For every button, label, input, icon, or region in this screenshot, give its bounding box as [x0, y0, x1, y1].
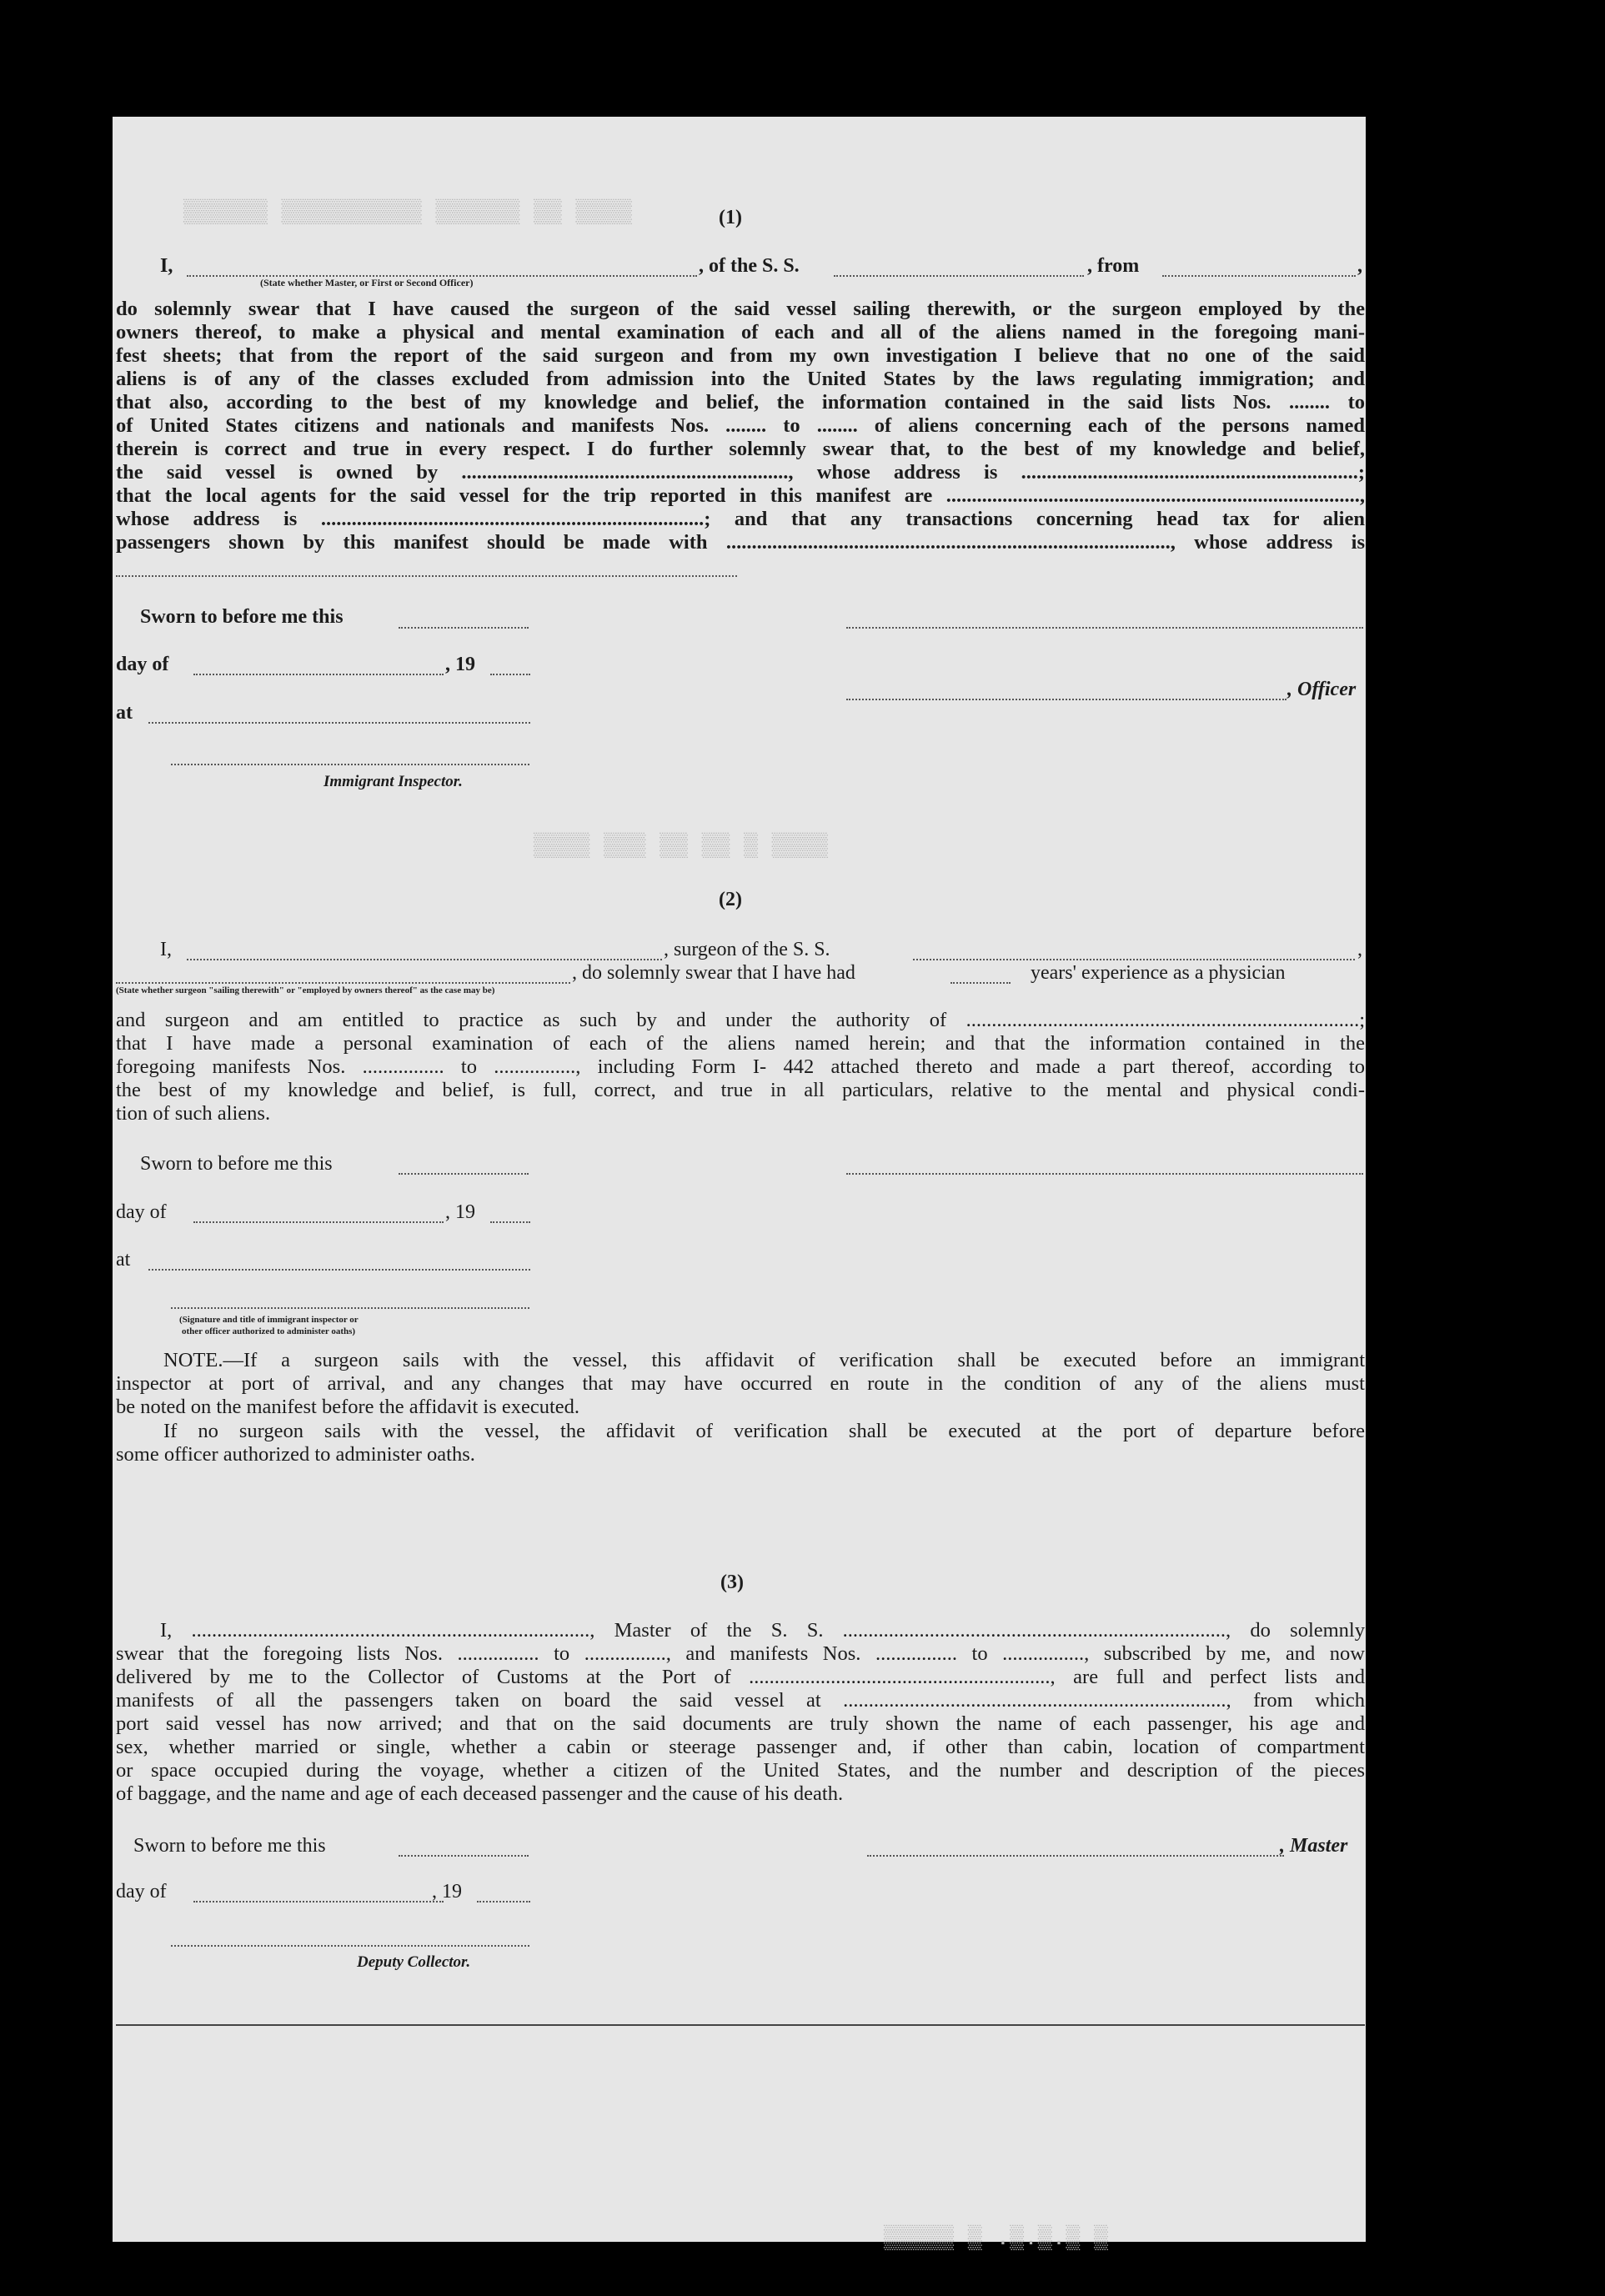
- from-port-blank: [1162, 275, 1356, 277]
- section-2-line-4: the best of my knowledge and belief, is full, correct, and true in all particulars, relative to the mental and physical condi-: [116, 1079, 1365, 1101]
- section-2-comma: ,: [1357, 939, 1362, 960]
- section-2-officer-blank: [171, 1307, 529, 1309]
- section-2-vessel-blank: [913, 959, 1355, 960]
- section-2-years: years' experience as a physician: [1031, 962, 1286, 984]
- years-experience-blank: [950, 982, 1011, 984]
- section-2-surgeon-of: , surgeon of the S. S.: [664, 939, 830, 960]
- surgeon-type-blank: [116, 982, 570, 984]
- section-2-year-blank: [490, 1221, 530, 1223]
- section-1-line-2: owners thereof, to make a physical and mental examination of each and all of the aliens named in the foregoing mani-: [116, 321, 1365, 343]
- section-1-line-3: fest sheets; that from the report of the said surgeon and from my own investigation I believe that no one of the said: [116, 344, 1365, 367]
- vessel-name-blank: [834, 275, 1084, 277]
- section-3-line-2: swear that the foregoing lists Nos. ................ to ................, and manifests Nos. ................ to ................, subscribed by me, and now: [116, 1642, 1365, 1665]
- note-line-4: If no surgeon sails with the vessel, the affidavit of verification shall be executed at the port of departure before: [163, 1420, 1365, 1442]
- section-3-line-6: sex, whether married or single, whether a cabin or steerage passenger and, if other than cabin, location of compartment: [116, 1736, 1365, 1758]
- note-line-2: inspector at port of arrival, and any changes that may have occurred en route in the condition of any of the aliens must: [116, 1372, 1365, 1395]
- section-2-at: at: [116, 1249, 131, 1271]
- section-2-sworn: Sworn to before me this: [140, 1153, 333, 1175]
- section-1-of-ss: , of the S. S.: [699, 255, 800, 277]
- section-1-i: I,: [160, 255, 173, 277]
- punch-hole: [1427, 815, 1468, 859]
- section-1-day-of: day of: [116, 654, 169, 675]
- punch-hole: [1427, 1655, 1468, 1698]
- section-1-at: at: [116, 702, 133, 724]
- section-3-sworn: Sworn to before me this: [133, 1835, 326, 1857]
- section-1-line-9: that the local agents for the said vessel for the trip reported in this manifest are .................................................................................,: [116, 484, 1365, 507]
- punch-hole: [1427, 2047, 1468, 2090]
- surgeon-name-blank: [187, 959, 662, 960]
- bleed-through-text: ▒ ▒.▒.▒. ▒ ▒▒▒▒▒: [884, 2226, 1108, 2252]
- section-2-place-blank: [148, 1269, 530, 1271]
- officer-signature-blank-1: [846, 627, 1363, 629]
- section-1-year: , 19: [445, 654, 475, 675]
- officer-signature-blank-2: [846, 699, 1287, 700]
- section-2-year: , 19: [445, 1201, 475, 1223]
- punch-hole: [1427, 303, 1468, 346]
- section-2-line-5: tion of such aliens.: [116, 1102, 271, 1125]
- section-2-day-blank: [193, 1221, 444, 1223]
- section-1-line-1: do solemnly swear that I have caused the surgeon of the said vessel sailing therewith, or the surgeon employed by the: [116, 298, 1365, 320]
- section-2-sworn-blank: [399, 1173, 529, 1175]
- master-signature-blank: [867, 1855, 1284, 1857]
- section-1-line-7: therein is correct and true in every respect. I do further solemnly swear that, to the best of my knowledge and belief,: [116, 438, 1365, 460]
- section-2-line-3: foregoing manifests Nos. ................ to ................, including Form I- 442 attached thereto and made a part thereof, according to: [116, 1055, 1365, 1078]
- section-2-number: (2): [719, 889, 742, 910]
- section-3-line-5: port said vessel has now arrived; and that on the said documents are truly shown the name of each passenger, his age and: [116, 1712, 1365, 1735]
- section-3-day-blank: [193, 1901, 444, 1902]
- section-2-day-of: day of: [116, 1201, 167, 1223]
- bleed-through-text: ▒▒▒▒ ▒▒ ▒▒▒▒▒▒ ▒▒▒▒▒▒▒▒▒▒ ▒▒▒▒▒▒: [183, 200, 632, 226]
- section-1-place-blank: [148, 722, 530, 724]
- signature-note-2: other officer authorized to administer oaths): [182, 1326, 356, 1336]
- section-1-line-6: of United States citizens and nationals and manifests Nos. ........ to ........ of aliens concerning each of the persons named: [116, 414, 1365, 437]
- section-1-line-8: the said vessel is owned by ................................................................, whose address is ..................................................................;: [116, 461, 1365, 484]
- note-line-1: NOTE.—If a surgeon sails with the vessel, this affidavit of verification shall be executed before an immigrant: [163, 1349, 1365, 1371]
- bottom-rule: [116, 2024, 1365, 2026]
- punch-hole: [1427, 1531, 1468, 1574]
- section-3-line-1: I, .............................................................................., Master of the S. S. ..........................................................................., do solemnly: [160, 1619, 1365, 1642]
- section-2-line-2: that I have made a personal examination of each of the aliens named herein; and that the information contained in the: [116, 1032, 1365, 1055]
- officer-note: (State whether Master, or First or Second Officer): [260, 277, 474, 288]
- section-1-line-11: passengers shown by this manifest should be made with ......................................................................................., whose address is: [116, 531, 1365, 554]
- collector-signature-blank: [171, 1945, 529, 1947]
- section-1-from: , from: [1087, 255, 1140, 277]
- signature-note-1: (Signature and title of immigrant inspector or: [179, 1315, 359, 1325]
- officer-title: , Officer: [1287, 679, 1357, 700]
- section-2-line-1: and surgeon and am entitled to practice as such by and under the authority of .............................................................................;: [116, 1009, 1365, 1031]
- head-tax-address-blank: [116, 575, 737, 577]
- note-line-3: be noted on the manifest before the affidavit is executed.: [116, 1396, 580, 1418]
- section-3-year-blank: [477, 1901, 530, 1902]
- section-2-i: I,: [160, 939, 172, 960]
- section-3-sworn-blank: [399, 1855, 529, 1857]
- section-1-day-blank: [193, 674, 444, 675]
- section-3-year: , 19: [432, 1881, 462, 1902]
- punch-hole: [1427, 1163, 1468, 1206]
- section-2-swear: , do solemnly swear that I have had: [572, 962, 855, 984]
- section-3-line-4: manifests of all the passengers taken on board the said vessel at ..........................................................................., from which: [116, 1689, 1365, 1712]
- inspector-signature-blank: [171, 764, 529, 765]
- section-1-line-10: whose address is ...........................................................................; and that any transactions concerning head tax for alien: [116, 508, 1365, 530]
- bleed-through-text: ▒▒▒▒ ▒ ▒▒ ▒▒ ▒▒▒ ▒▒▒▒: [534, 834, 828, 860]
- section-1-year-blank: [490, 674, 530, 675]
- deputy-collector-label: Deputy Collector.: [357, 1953, 471, 1971]
- section-3-day-of: day of: [116, 1881, 167, 1902]
- section-3-line-7: or space occupied during the voyage, whether a citizen of the United States, and the number and description of the pieces: [116, 1759, 1365, 1782]
- immigrant-inspector-label: Immigrant Inspector.: [324, 773, 463, 790]
- punch-hole: [1427, 686, 1468, 729]
- surgeon-signature-blank: [846, 1173, 1363, 1175]
- punch-hole: [1427, 2001, 1468, 2044]
- section-3-line-8: of baggage, and the name and age of each deceased passenger and the cause of his death.: [116, 1782, 844, 1805]
- master-title: , Master: [1280, 1835, 1348, 1857]
- section-3-line-3: delivered by me to the Collector of Customs at the Port of ..........................................................., are full and perfect lists and: [116, 1666, 1365, 1688]
- section-1-comma: ,: [1357, 255, 1362, 277]
- section-1-line-5: that also, according to the best of my knowledge and belief, the information contained in the said lists Nos. ........ to: [116, 391, 1365, 414]
- note-line-5: some officer authorized to administer oaths.: [116, 1443, 475, 1466]
- section-1-line-4: aliens is of any of the classes excluded from admission into the United States by the laws regulating immigration; and: [116, 368, 1365, 390]
- section-1-sworn-blank: [399, 627, 529, 629]
- punch-hole: [1427, 2175, 1468, 2218]
- surgeon-note: (State whether surgeon "sailing therewith" or "employed by owners thereof" as the case may be): [116, 985, 495, 995]
- section-3-number: (3): [720, 1572, 744, 1593]
- section-1-sworn: Sworn to before me this: [140, 606, 344, 628]
- section-1-number: (1): [719, 207, 742, 228]
